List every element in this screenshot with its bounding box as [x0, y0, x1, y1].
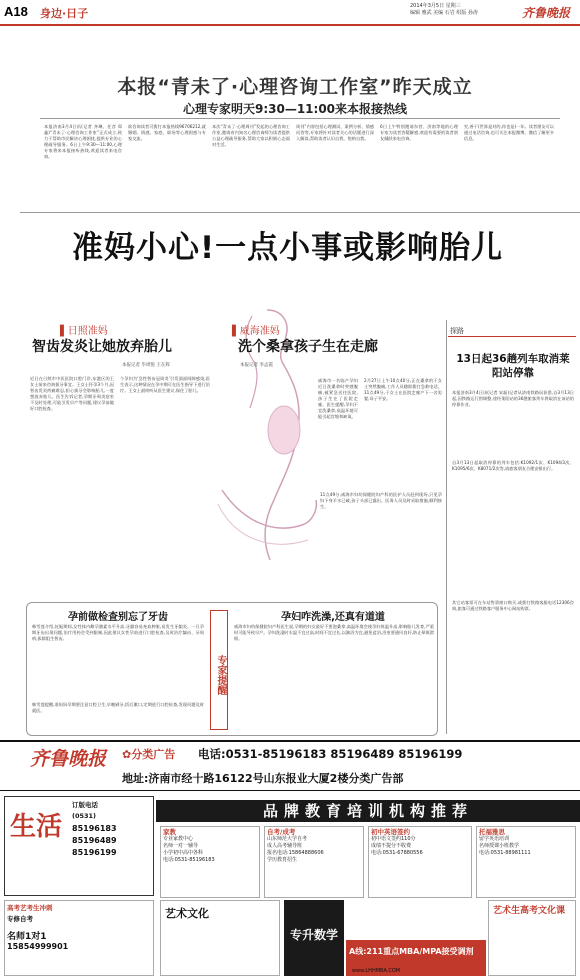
- sidebar-body-2: 自3月13日起取消停靠的列车包括:K1092/1次、K1094/3次、K1095/6次、K8071/2次等,请旅客朋友合理安排出行。: [452, 460, 574, 471]
- lead-headline: 本报“青未了·心理咨询工作室”昨天成立: [117, 76, 473, 98]
- right-story-body-2: 2月27日上午10点40分,正在桑拿的于女士突然腹痛,工作人员随即拨打急救电话。11点49分,于女士在医院走廊产下一名男婴,母子平安。: [364, 378, 442, 401]
- tips-left-body-2: 韩雪莲提醒,准妈妈孕期要注意口腔卫生,早晚刷牙,饭后漱口,定期进行口腔检查,发现问题及时就医。: [32, 702, 204, 713]
- ad-col-2-line: 报名电话:15864888606: [267, 850, 324, 856]
- right-kicker: [232, 322, 280, 337]
- ad-col-1: [160, 826, 260, 898]
- ads-rule-2: [0, 790, 580, 791]
- ads-address: 地址:济南市经十路16122号山东报业大厦2楼分类广告部: [122, 772, 404, 785]
- bottom-phone: 15854999901: [7, 942, 69, 951]
- ad-col-4-line: 电话:0531-88981111: [479, 850, 531, 856]
- left-story-body: 近日在日照市中医医院口腔门诊,东港区的王女士前来咨询拔牙事宜。王女士怀孕3个月,因智齿发炎疼痛难忍,担心拔牙会影响胎儿,一度想放弃胎儿。医生告诉记者,孕期牙周炎症若不及时处理,可能引发早产等问题,建议孕前做好口腔检查。: [30, 376, 114, 411]
- sidebar-body-3: 其它站客票可在车站售票窗口购买,或拨打铁路客服电话12306咨询,旅客可通过铁路客户服务中心网站购票。: [452, 600, 574, 611]
- bottom-left-tag: 专修自考: [7, 915, 33, 923]
- right-kicker-text: 威海准妈: [239, 326, 280, 337]
- ad-col-1-line: 电话:0531-85196183: [163, 857, 215, 863]
- art-title-text: 艺术生高考文化课: [493, 906, 566, 916]
- bottom-art-ad: [160, 900, 280, 976]
- sidebar-divider: [446, 320, 447, 734]
- ad-col-1-title: 家教: [163, 828, 176, 836]
- bottom-left-title: 高考艺考生冲刺: [7, 904, 53, 912]
- tips-left-title: 孕前做检查别忘了牙齿: [68, 612, 168, 623]
- ad-col-2-line: 山东师范大学自考: [267, 836, 308, 842]
- ad-col-2: [264, 826, 364, 898]
- left-kicker-text: 日照准妈: [67, 326, 108, 337]
- ad-col-1-line: 专业家教中心: [163, 836, 194, 842]
- right-byline: 本报记者 李孟霞: [240, 363, 273, 368]
- right-story-body-3: 11点49分,威海市妇幼保健院妇产科的医护人员赶到现场,只见孕妇下身羊水已破,孩子头部已露出。医务人员及时采取措施,顺利接生。: [320, 492, 442, 509]
- tips-right-title: 孕妇咋洗澡,还真有道道: [281, 612, 385, 623]
- page-number: A18: [4, 4, 28, 19]
- ads-logo: 齐鲁晚报: [30, 748, 107, 770]
- mba-text: A线:211重点MBA/MPA接受调剂: [349, 947, 474, 956]
- bottom-art-sub: 艺术文化: [165, 907, 209, 920]
- right-story-body: 威海市一名临产孕妇近日洗桑拿时突感腹痛,被紧急送往医院,孩子生在了医院走廊。医生提醒,孕妇不宜洗桑拿,高温环境可能引起宫缩和缺氧。: [318, 378, 358, 419]
- header-date: 2014年3月5日 星期三: [410, 3, 461, 9]
- ad-col-3-line: 电话:0531-67880556: [371, 850, 423, 856]
- order-phone-2: 85196489: [72, 836, 117, 845]
- ad-col-3-title: 初中英语签约: [371, 828, 410, 836]
- sidebar-body: 本报济南3月4日讯(记者 宋磊)记者从济南铁路局获悉,自3月13日起,因铁路运行图调整,途经莱阳站的36趟旅客列车将取消在该站的停靠作业。: [452, 390, 574, 407]
- expert-tips-label: 专家提醒: [210, 610, 228, 730]
- lead-col-4: 周刊”内容包括心理测试、案例分析、情感问答等,专家将针对读者关心的话题进行深入解读,帮助读者认识自我、悦纳自我。: [296, 124, 374, 141]
- bottom-name: 名师1对1: [7, 932, 47, 942]
- ad-col-3-line: 初中语文签约110分: [371, 836, 416, 842]
- order-phone-1: 85196183: [72, 824, 117, 833]
- ad-col-4-line: 留学英语培训: [479, 836, 510, 842]
- header-meta: [410, 3, 478, 17]
- ad-col-1-line: 名师一对一辅导: [163, 843, 199, 849]
- lead-col-5: 6日上午特别邀请东营、济南等地的心理专家为读者答疑解惑,欢迎有需要的读者朋友踊跃来电咨询。: [380, 124, 458, 141]
- tips-left-body: 韩雪莲介绍,妊娠期间,女性体内雌孕激素水平升高,牙龈容易充血肿胀,易发生牙龈炎。一旦孕期牙齿出现问题,治疗用药会受到限制,因此建议女性孕前进行口腔检查,及时治疗龋齿、牙周病,拔除阻生智齿。: [32, 624, 204, 641]
- order-phone-3: 85196199: [72, 848, 117, 857]
- right-story-title: 洗个桑拿孩子生在走廊: [238, 339, 378, 355]
- kaoyan-text: 专升数学: [289, 928, 338, 942]
- ad-col-1-line: 小学初中高中各科: [163, 850, 204, 856]
- mba-site: www.LHHMBA.COM: [352, 968, 401, 974]
- ad-col-3-line: 成绩不提分不收费: [371, 843, 412, 849]
- sidebar-tag: 探路: [450, 327, 464, 335]
- ad-col-2-line: 成人高考辅导班: [267, 843, 303, 849]
- ad-col-2-line: 学历教育招生: [267, 857, 298, 863]
- lead-col-2: 欲咨询读者可拨打本报热线96706212,就婚姻、情感、家庭、职场等心理困惑与专家交流。: [128, 124, 206, 141]
- order-code: (0531): [72, 812, 97, 820]
- main-headline: 准妈小心!一点小事或影响胎儿: [72, 230, 504, 266]
- flower-icon: ✿: [122, 748, 132, 761]
- square-icon: ▌: [60, 326, 68, 337]
- lead-subhead: 心理专家明天9:30—11:00来本报接热线: [182, 102, 408, 116]
- left-story-body-2: 个孕妇为‘急性智齿冠周炎’引发面部间隙感染,医生表示,这种情况在孕中期可在医生指导下进行治疗。王女士最终听从医生建议,保住了胎儿。: [120, 376, 210, 393]
- left-kicker: [60, 322, 108, 337]
- lead-col-3: 本次“青未了·心理周刊”发起的心理咨询工作室,邀请省内知名心理咨询师为读者提供公益心理疏导服务,帮助大家以积极心态面对生活。: [212, 124, 290, 147]
- ad-col-3: [368, 826, 472, 898]
- header-rule: [0, 24, 580, 26]
- order-title: 订版电话: [72, 801, 98, 809]
- kaoyan-ad: [284, 900, 344, 976]
- sidebar-rule: [448, 336, 576, 337]
- art-title-ad: [488, 900, 576, 976]
- order-mark: 生活: [10, 812, 63, 842]
- section-name: 身边·日子: [40, 7, 89, 20]
- brand-banner: 品牌教育培训机构推荐: [156, 800, 580, 822]
- ads-phone: 电话:0531-85196183 85196489 85196199: [198, 747, 463, 761]
- bottom-left-ad: [4, 900, 154, 976]
- ad-col-2-title: 自考/成考: [267, 828, 296, 836]
- lead-divider: [40, 118, 560, 119]
- ad-col-4: [476, 826, 576, 898]
- lead-col-1: 本报济南3月4日讯(记者 齐琳、任彦 郑鑫)“青未了·心理咨询工作室”正式成立,致力于帮助市民解决心理困扰,提供专业的心理疏导服务。6日上午9:30—11:00,心理专家将来本报接听热线,欢迎读者来电咨询。: [44, 124, 122, 159]
- ad-col-4-title: 托福雅思: [479, 828, 505, 836]
- left-byline: 本报记者 毕周悦 王在辉: [122, 363, 170, 368]
- newspaper-logo: 齐鲁晚报: [522, 6, 571, 20]
- sidebar-headline: 13日起36趟列车取消莱阳站停靠: [456, 353, 570, 379]
- ad-col-4-line: 名师授课小班教学: [479, 843, 520, 849]
- ads-section-text: 分类广告: [131, 748, 176, 761]
- left-story-title: 智齿发炎让她放弃胎儿: [32, 339, 172, 355]
- header-editors: 编辑 雅武 美编 石岩 组版 孙涛: [410, 10, 478, 16]
- ads-top-rule: [0, 740, 580, 742]
- tips-right-body: 威海市妇幼保健院妇产科医生说,孕期的妇女最好不要泡桑拿,高温环境会使孕妇体温升高,影响胎儿发育,严重时可能导致早产。孕妇洗澡时水温不宜过高,时间不宜过长,以淋浴为宜,避免盆浴,浴室要通风良好,防止晕厥滑倒。: [234, 624, 434, 641]
- ads-section-title: [122, 746, 175, 762]
- lead-col-6: 究,善于(世界是对的,你也是)一年。读者朋友可以通过电话咨询,也可关注本报微博、微信了解更多信息。: [464, 124, 554, 141]
- square-icon: ▌: [232, 326, 240, 337]
- section-divider: [20, 212, 580, 213]
